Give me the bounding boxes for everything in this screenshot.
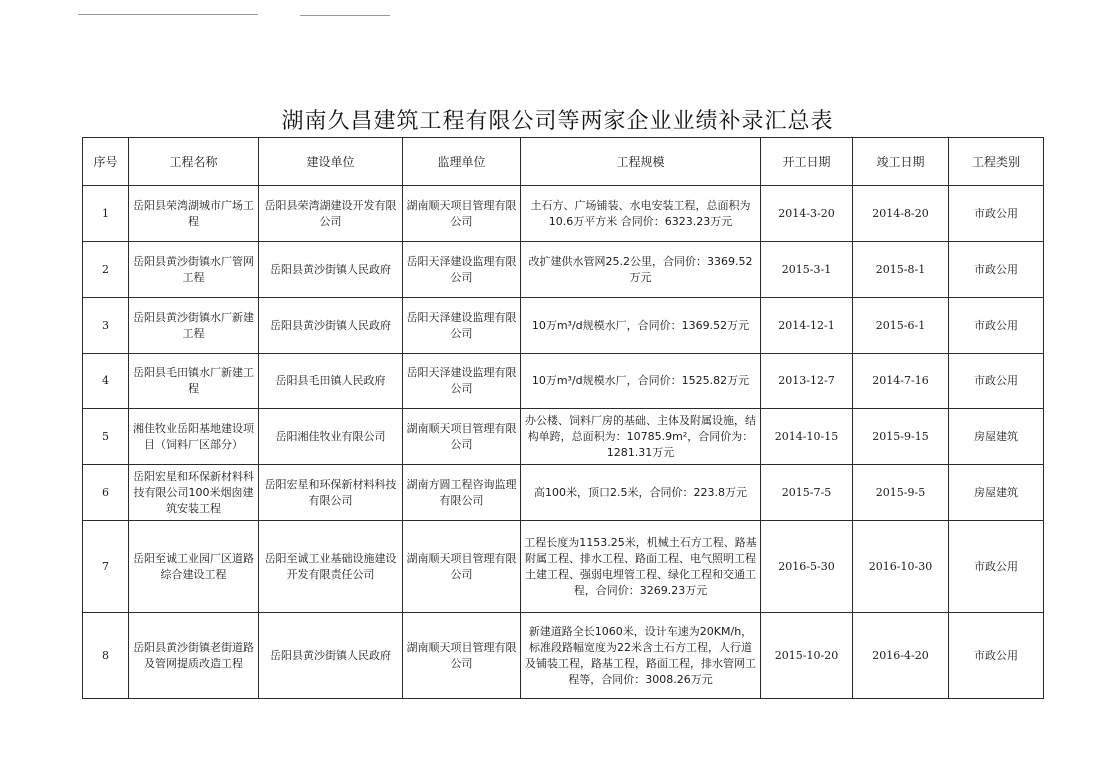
end-date: 2016-4-20	[853, 613, 949, 699]
supervisor-unit: 湖南顺天项目管理有限公司	[403, 186, 521, 242]
header-cell: 工程规模	[521, 138, 761, 186]
table-row	[83, 613, 1044, 699]
project-scale: 高100米，顶口2.5米，合同价：223.8万元	[521, 465, 761, 521]
owner-unit: 岳阳县黄沙街镇人民政府	[259, 613, 403, 699]
end-date: 2015-9-15	[853, 409, 949, 465]
owner-unit: 岳阳县荣湾湖建设开发有限公司	[259, 186, 403, 242]
project-name: 岳阳县毛田镇水厂新建工程	[129, 354, 259, 409]
start-date: 2015-3-1	[761, 242, 853, 298]
header-cell: 监理单位	[403, 138, 521, 186]
supervisor-unit: 湖南顺天项目管理有限公司	[403, 521, 521, 613]
end-date: 2015-9-5	[853, 465, 949, 521]
end-date: 2015-8-1	[853, 242, 949, 298]
project-scale: 办公楼、饲料厂房的基础、主体及附属设施，结构单跨，总面积为：10785.9m²，合同价为：1281.31万元	[521, 409, 761, 465]
owner-unit: 岳阳湘佳牧业有限公司	[259, 409, 403, 465]
project-category: 房屋建筑	[949, 465, 1044, 521]
row-number: 7	[83, 521, 129, 613]
end-date: 2014-8-20	[853, 186, 949, 242]
header-cell: 序号	[83, 138, 129, 186]
owner-unit: 岳阳宏星和环保新材料科技有限公司	[259, 465, 403, 521]
project-scale: 10万m³/d规模水厂，合同价：1369.52万元	[521, 298, 761, 354]
table-row	[83, 409, 1044, 465]
header-cell: 竣工日期	[853, 138, 949, 186]
row-number: 3	[83, 298, 129, 354]
start-date: 2015-10-20	[761, 613, 853, 699]
end-date: 2015-6-1	[853, 298, 949, 354]
supervisor-unit: 岳阳天泽建设监理有限公司	[403, 298, 521, 354]
row-number: 2	[83, 242, 129, 298]
header-cell: 工程类别	[949, 138, 1044, 186]
start-date: 2014-3-20	[761, 186, 853, 242]
header-row	[83, 138, 1044, 186]
table-row	[83, 298, 1044, 354]
start-date: 2015-7-5	[761, 465, 853, 521]
row-number: 5	[83, 409, 129, 465]
row-number: 8	[83, 613, 129, 699]
project-name: 岳阳县荣湾湖城市广场工程	[129, 186, 259, 242]
row-number: 6	[83, 465, 129, 521]
project-name: 岳阳至诚工业园厂区道路综合建设工程	[129, 521, 259, 613]
project-category: 市政公用	[949, 521, 1044, 613]
row-number: 1	[83, 186, 129, 242]
supervisor-unit: 湖南顺天项目管理有限公司	[403, 409, 521, 465]
project-scale: 工程长度为1153.25米，机械土石方工程、路基附属工程、排水工程、路面工程、电气照明工程土建工程、强弱电埋管工程、绿化工程和交通工程，合同价：3269.23万元	[521, 521, 761, 613]
table-row	[83, 521, 1044, 613]
scan-artifact	[300, 15, 390, 16]
project-scale: 土石方、广场铺装、水电安装工程，总面积为10.6万平方米 合同价：6323.23万元	[521, 186, 761, 242]
table-row	[83, 354, 1044, 409]
end-date: 2014-7-16	[853, 354, 949, 409]
project-name: 岳阳县黄沙街镇水厂新建工程	[129, 298, 259, 354]
start-date: 2016-5-30	[761, 521, 853, 613]
row-number: 4	[83, 354, 129, 409]
table-row	[83, 186, 1044, 242]
header-cell: 工程名称	[129, 138, 259, 186]
start-date: 2013-12-7	[761, 354, 853, 409]
project-category: 市政公用	[949, 186, 1044, 242]
project-name: 岳阳县黄沙街镇水厂管网工程	[129, 242, 259, 298]
project-category: 市政公用	[949, 613, 1044, 699]
project-name: 岳阳宏星和环保新材料科技有限公司100米烟囱建筑安装工程	[129, 465, 259, 521]
project-category: 市政公用	[949, 354, 1044, 409]
owner-unit: 岳阳县黄沙街镇人民政府	[259, 242, 403, 298]
supervisor-unit: 湖南方圆工程咨询监理有限公司	[403, 465, 521, 521]
table-row	[83, 465, 1044, 521]
owner-unit: 岳阳至诚工业基础设施建设开发有限责任公司	[259, 521, 403, 613]
supervisor-unit: 湖南顺天项目管理有限公司	[403, 613, 521, 699]
project-name: 湘佳牧业岳阳基地建设项目（饲料厂区部分）	[129, 409, 259, 465]
project-scale: 改扩建供水管网25.2公里，合同价：3369.52万元	[521, 242, 761, 298]
scan-artifact	[78, 14, 258, 15]
start-date: 2014-10-15	[761, 409, 853, 465]
document-title: 湖南久昌建筑工程有限公司等两家企业业绩补录汇总表	[281, 109, 834, 134]
project-name: 岳阳县黄沙街镇老街道路及管网提质改造工程	[129, 613, 259, 699]
table-row	[83, 242, 1044, 298]
header-cell: 开工日期	[761, 138, 853, 186]
owner-unit: 岳阳县毛田镇人民政府	[259, 354, 403, 409]
summary-table	[82, 137, 1044, 699]
project-scale: 新建道路全长1060米，设计车速为20KM/h，标准段路幅宽度为22米含土石方工程，人行道及铺装工程，路基工程，路面工程，排水管网工程等，合同价：3008.26万元	[521, 613, 761, 699]
start-date: 2014-12-1	[761, 298, 853, 354]
header-cell: 建设单位	[259, 138, 403, 186]
owner-unit: 岳阳县黄沙街镇人民政府	[259, 298, 403, 354]
project-scale: 10万m³/d规模水厂，合同价：1525.82万元	[521, 354, 761, 409]
project-category: 市政公用	[949, 242, 1044, 298]
end-date: 2016-10-30	[853, 521, 949, 613]
project-category: 房屋建筑	[949, 409, 1044, 465]
supervisor-unit: 岳阳天泽建设监理有限公司	[403, 242, 521, 298]
supervisor-unit: 岳阳天泽建设监理有限公司	[403, 354, 521, 409]
project-category: 市政公用	[949, 298, 1044, 354]
